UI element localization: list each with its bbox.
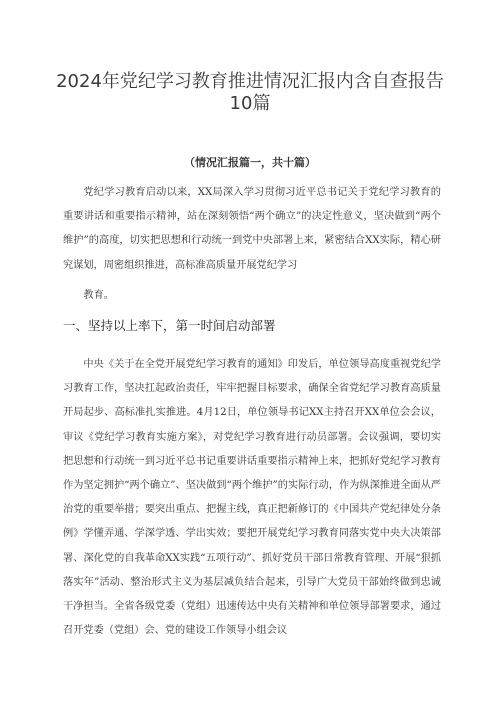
- document-subtitle: （情况汇报篇一，共十篇）: [184, 156, 316, 169]
- intro-paragraph-continuation: 教育。: [83, 290, 114, 301]
- section-paragraph: 中央《关于在全党开展党纪学习教育的通知》印发后，单位领导高度重视党纪学习教育工作，坚决扛起政治责任，牢牢把握目标要求，确保全省党纪学习教育高质量开局起步、高标准扎实推进。4月12日，单位领导书记XX主持召开XX单位会会议，审议《党纪学习教育实施方案》，对党纪学习教育进行动员部署。会议强调，要切实把思想和行动统一到习近平总书记重要讲话重要指示精神上来，把抓好党纪学习教育作为坚定拥护“两个确立”、坚决做到“两个维护”的实际行动，作为纵深推进全面从严治党的重要举措；要突出重点、把握主线，真正把新修订的《中国共产党纪律处分条例》学懂弄通、学深学透、学出实效；要把开展党纪学习教育同落实党中央大决策部署、深化党的自我革命XX实践“五项行动”、抓好党员干部日常教育管理、开展“狠抓落实年”活动、整治形式主义为基层减负结合起来，引导广大党员干部始终做到忠诚干净担当。全省各级党委（党组）迅速传达中央有关精神和单位领导部署要求，通过召开党委（党组）会、党的建设工作领导小组会议: [63, 359, 441, 637]
- section-heading: 一、坚持以上率下，第一时间启动部署: [63, 318, 276, 333]
- document-title: 2024年党纪学习教育推进情况汇报内含自查报告10篇: [56, 71, 444, 114]
- intro-paragraph: 党纪学习教育启动以来，XX局深入学习贯彻习近平总书记关于党纪学习教育的重要讲话和重要指示精神，站在深刻领悟“两个确立”的决定性意义，坚决做到“两个维护”的高度，切实把思想和行动统一到党中央部署上来，紧密结合XX实际，精心研究谋划，周密组织推进，高标准高质量开展党纪学习: [63, 187, 441, 271]
